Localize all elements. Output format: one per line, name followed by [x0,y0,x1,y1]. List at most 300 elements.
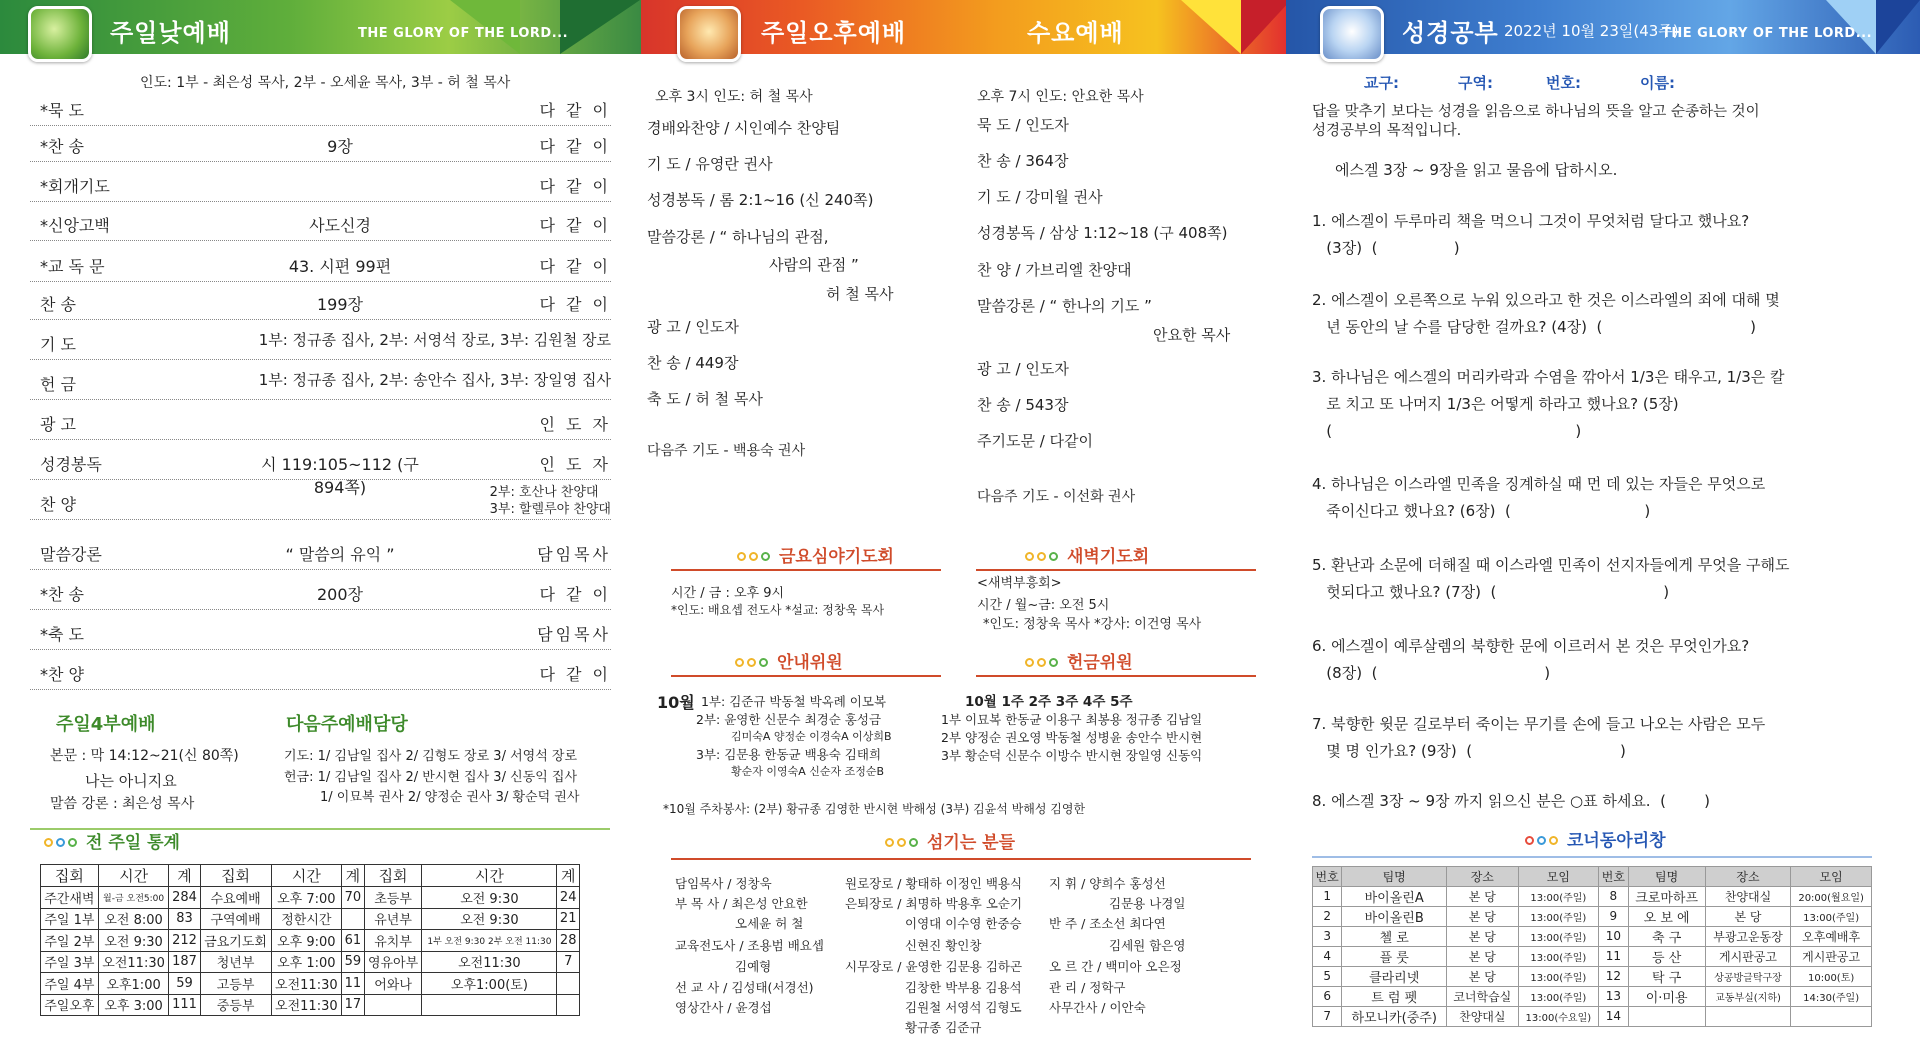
table-header-cell: 모임 [1791,867,1872,887]
worship-item-leader: 담임목사 [537,545,611,564]
table-row [41,887,580,909]
worship-item-label: *회개기도 [40,177,110,196]
table-row [1313,1006,1872,1026]
table-row [1313,946,1872,966]
afternoon-line: 오후 3시 인도: 허 철 목사 [655,89,813,105]
wednesday-title: 수요예배 [1027,19,1124,47]
table-cell: 오후 7:00 [271,887,342,909]
table-cell: 7 [557,951,580,973]
next-week-line: 1/ 이묘복 권사 2/ 양정순 권사 3/ 황순덕 권사 [320,790,580,805]
fourth-service-line: 본문 : 막 14:12~21(신 80쪽) [50,748,239,764]
glory-tagline: THE GLORY OF THE LORD... [358,26,569,41]
afternoon-line: 성경봉독 / 롬 2:1~16 (신 240쪽) [647,191,874,209]
worship-item-content: 43. 시편 99편 [288,257,392,276]
wednesday-line: 주기도문 / 다같이 [977,432,1094,450]
table-cell: 21 [557,908,580,930]
table-cell: 오전 9:30 [98,930,169,952]
worship-row [30,246,611,282]
table-row [1313,906,1872,926]
worship-row [30,534,611,570]
wednesday-line: 찬 양 / 가브리엘 찬양대 [977,261,1132,279]
study-instruction: 에스겔 3장 ~ 9장을 읽고 물음에 답하시오. [1335,161,1618,179]
table-cell: 월-금 오전5:00 [98,887,169,909]
table-cell: 구역예배 [200,908,271,930]
wednesday-line: 찬 송 / 364장 [977,152,1069,170]
worship-item-leader: 다 같 이 [539,295,611,314]
study-intro: 답을 맞추기 보다는 성경을 읽음으로 하나님의 뜻을 알고 순종하는 것이 성경공부의 목적입니다. [1312,104,1760,139]
table-cell: 28 [557,930,580,952]
table-cell: 14:30(주일) [1791,986,1872,1006]
table-cell: 2 [1313,906,1342,926]
glory-tagline: THE GLORY OF THE LORD... [1662,26,1873,41]
worship-item-label: *찬 양 [40,665,84,684]
table-cell: 유치부 [364,930,422,952]
question-1[interactable]: 1. 에스겔이 두루마리 책을 먹으니 그것이 무엇처럼 달다고 했나요? (3장) ( ) [1312,212,1750,257]
dawn-line: <새벽부흥회> [977,576,1062,591]
table-cell: 본 당 [1447,926,1518,946]
table-cell: 주일 3부 [41,951,99,973]
ushers-line: 황순자 이영숙A 신순자 조정순B [731,765,885,778]
club-title [1525,826,1666,851]
table-cell: 13:00(주일) [1518,946,1599,966]
table-cell: 게시판공고 [1705,946,1790,966]
table-header-cell: 번호 [1599,867,1628,887]
question-4[interactable]: 4. 하나님은 이스라엘 민족을 징계하실 때 먼 데 있는 자들은 무엇으로 죽이신다고 했나요? (6장) ( ) [1312,475,1766,520]
table-row [41,908,580,930]
table-cell [557,994,580,1016]
worship-item-leader: 다 같 이 [539,137,611,156]
worship-item-leader: 1부: 정규종 집사, 2부: 송안수 집사, 3부: 장일영 집사 [258,371,611,389]
table-header-cell: 시간 [422,865,557,887]
table-cell: 바이올린B [1342,906,1447,926]
table-cell: 13:00(주일) [1518,926,1599,946]
staff-line: 시무장로 / 윤영한 김문용 김하곤 [845,959,1023,974]
wednesday-line: 말씀강론 / “ 한나의 기도 ” [977,297,1152,315]
table-cell [342,908,365,930]
worship-item-leader: 다 같 이 [539,101,611,120]
table-cell: 9 [1599,906,1628,926]
question-2[interactable]: 2. 에스겔이 오른쪽으로 누워 있으라고 한 것은 이스라엘의 죄에 대해 몇 년 동안의 날 수를 담당한 걸까요? (4장) ( ) [1312,291,1780,336]
dots-icon [737,552,771,562]
dawn-line: *인도: 정창욱 목사 *강사: 이건영 목사 [983,617,1202,632]
table-cell: 13:00(주일) [1518,986,1599,1006]
table-cell: 고등부 [200,973,271,995]
worship-item-label: *축 도 [40,625,84,644]
table-cell: 트 럼 펫 [1342,986,1447,1006]
table-cell: 플 룻 [1342,946,1447,966]
offering-line: 3부 황순덕 신문수 이방수 반시현 장일영 신동익 [941,748,1203,763]
table-header-cell: 집회 [364,865,422,887]
table-cell: 7 [1313,1006,1342,1026]
worship-item-content: 200장 [317,585,363,604]
table-cell: 주일 1부 [41,908,99,930]
dots-icon [1525,836,1559,846]
table-cell: 284 [169,887,200,909]
table-cell: 14 [1599,1006,1628,1026]
staff-line: 선 교 사 / 김성태(서경선) [675,980,814,995]
worship-item-label: 말씀강론 [40,545,102,564]
worship-item-leader: 다 같 이 [539,216,611,235]
worship-item-leader: 다 같 이 [539,665,611,684]
wednesday-line: 안요한 목사 [1153,326,1231,344]
table-cell [1628,1006,1705,1026]
table-cell [1705,1006,1790,1026]
table-cell: 오전 9:30 [422,887,557,909]
staff-line: 반 주 / 조소선 최다연 [1049,916,1166,931]
table-cell: 13:00(주일) [1518,966,1599,986]
ushers-line: 1부: 김준규 박동철 박옥례 이모복 [701,694,887,709]
dawn-line: 시간 / 월~금: 오전 5시 [977,598,1110,613]
table-cell: 찬양대실 [1705,886,1790,906]
stats-table [40,864,580,1016]
table-cell: 오전11:30 [271,994,342,1016]
table-cell: 클라리넷 [1342,966,1447,986]
staff-line: 황규종 김준규 [905,1020,982,1035]
worship-item-leader: 다 같 이 [539,257,611,276]
flower-logo-icon [1320,6,1384,62]
worship-item-label: *찬 송 [40,585,84,604]
offering-committee-title [1025,648,1133,673]
table-cell: 주간새벽 [41,887,99,909]
table-header-cell: 장소 [1447,867,1518,887]
dots-icon [1025,552,1059,562]
worship-item-label: *신앙고백 [40,216,110,235]
wednesday-line: 기 도 / 강미월 권사 [977,188,1103,206]
club-table [1312,866,1872,1027]
table-cell: 게시판공고 [1791,946,1872,966]
field-district[interactable]: 교구: [1364,74,1399,92]
table-cell: 오전 8:00 [98,908,169,930]
worship-item-label: 기 도 [40,335,76,354]
leaders-line: 인도: 1부 - 최은성 목사, 2부 - 오세윤 목사, 3부 - 허 철 목사 [140,75,511,91]
question-8[interactable]: 8. 에스겔 3장 ~ 9장 까지 읽으신 분은 ○표 하세요. ( ) [1312,792,1710,810]
dots-icon [735,658,769,668]
table-cell: 부광고운동장 [1705,926,1790,946]
table-cell: 찬양대실 [1447,1006,1518,1026]
table-cell: 13:00(주일) [1791,906,1872,926]
table-cell: 오전 9:30 [422,908,557,930]
staff-line: 교육전도사 / 조용범 배요셉 [675,938,824,953]
table-row [41,973,580,995]
table-cell: 이·미용 [1628,986,1705,1006]
table-cell: 70 [342,887,365,909]
dots-icon [885,838,919,848]
table-cell: 주일 2부 [41,930,99,952]
afternoon-line: 찬 송 / 449장 [647,354,739,372]
table-cell: 크로마하프 [1628,886,1705,906]
ushers-month: 10월 [657,693,695,712]
worship-row [30,574,611,610]
table-header-cell: 계 [169,865,200,887]
worship-item-leader: 2부: 호산나 찬양대 3부: 할렐루야 찬양대 [489,485,611,517]
afternoon-wednesday-panel [641,0,1286,1060]
wednesday-line: 성경봉독 / 삼상 1:12~18 (구 408쪽) [977,224,1228,242]
table-cell: 13 [1599,986,1628,1006]
table-cell: 1부 오전 9:30 2부 오전 11:30 [422,930,557,952]
table-cell: 17 [342,994,365,1016]
table-cell: 오전11:30 [422,951,557,973]
friday-prayer-title [737,542,894,567]
table-cell: 212 [169,930,200,952]
table-cell: 11 [342,973,365,995]
staff-line: 김문용 나경일 [1109,896,1186,911]
table-cell: 바이올린A [1342,886,1447,906]
worship-item-label: *교 독 문 [40,257,105,276]
table-cell: 20:00(월요일) [1791,886,1872,906]
table-cell: 오후예배후 [1791,926,1872,946]
table-cell: 하모니카(중주) [1342,1006,1447,1026]
dawn-prayer-title-text: 새벽기도회 [1067,547,1150,567]
fourth-service-line: 말씀 강론 : 최은성 목사 [50,796,195,812]
afternoon-title: 주일오후예배 [761,19,907,47]
worship-row [30,364,611,400]
afternoon-line: 말씀강론 / “ 하나님의 관점, [647,228,829,246]
worship-row [30,614,611,650]
table-row [1313,886,1872,906]
ushers-title [735,648,843,673]
fourth-service-title: 주일4부예배 [56,714,156,735]
dots-icon [1025,658,1059,668]
worship-item-content: 시 119:105~112 (구 894쪽) [261,455,419,497]
afternoon-line: 사람의 관점 ” [769,256,859,274]
table-cell: 주일오후 [41,994,99,1016]
table-cell: 정한시간 [271,908,342,930]
staff-line: 부 목 사 / 최은성 안요한 [675,896,808,911]
offering-head: 10월 1주 2주 3주 4주 5주 [965,694,1133,710]
bread-logo-icon [677,6,741,62]
offering-line: 1부 이묘복 한동균 이용구 최봉용 정규종 김남일 [941,712,1203,727]
table-cell: 187 [169,951,200,973]
stats-title [44,828,180,853]
worship-item-leader: 1부: 정규종 집사, 2부: 서영석 장로, 3부: 김원철 장로 [258,331,611,349]
ushers-title-text: 안내위원 [777,653,843,673]
ushers-line: 2부: 윤영한 신문수 최경순 홍성금 [696,712,882,727]
table-cell: 본 당 [1447,886,1518,906]
worship-row [30,324,611,360]
table-cell: 3 [1313,926,1342,946]
table-cell: 영유아부 [364,951,422,973]
staff-line: 신현진 황인창 [905,938,982,953]
worship-item-content: 199장 [317,295,363,314]
table-cell: 오후1:00 [98,973,169,995]
wednesday-line: 오후 7시 인도: 안요한 목사 [977,89,1144,105]
worship-row [30,654,611,690]
staff-line: 김원철 서영석 김형도 [905,1000,1022,1015]
table-row [1313,966,1872,986]
dots-icon [44,838,78,848]
next-week-line: 기도: 1/ 김남일 집사 2/ 김형도 장로 3/ 서영석 장로 [284,749,578,764]
afternoon-line: 다음주 기도 - 백용숙 권사 [647,443,806,459]
worship-item-leader: 인 도 자 [539,455,611,474]
table-cell: 13:00(주일) [1518,886,1599,906]
field-name[interactable]: 이름: [1640,74,1675,92]
table-header-cell: 집회 [41,865,99,887]
table-cell: 본 당 [1705,906,1790,926]
question-6[interactable]: 6. 에스겔이 예루살렘의 북향한 문에 이르러서 본 것은 무엇인가요? (8장) ( ) [1312,637,1750,682]
staff-line: 원로장로 / 황태하 이정인 백용식 [845,876,1023,891]
table-cell: 금요기도회 [200,930,271,952]
afternoon-line: 경배와찬양 / 시인예수 찬양팀 [647,119,841,137]
table-cell: 4 [1313,946,1342,966]
table-header-cell: 시간 [271,865,342,887]
stats-title-text: 전 주일 통계 [86,833,180,853]
wednesday-line: 찬 송 / 543장 [977,396,1069,414]
table-cell: 탁 구 [1628,966,1705,986]
ushers-line: 3부: 김문용 한동균 백용숙 김태희 [696,747,882,762]
table-cell: 61 [342,930,365,952]
staff-line: 사무간사 / 이안숙 [1049,1000,1146,1015]
staff-line: 김세원 함은영 [1109,938,1186,953]
wednesday-line: 광 고 / 인도자 [977,360,1069,378]
leaf-logo-icon [28,6,92,62]
table-cell: 중등부 [200,994,271,1016]
table-cell: 11 [1599,946,1628,966]
table-cell: 10:00(토) [1791,966,1872,986]
table-cell: 본 당 [1447,906,1518,926]
worship-item-label: 성경봉독 [40,455,102,474]
table-cell: 오후1:00(토) [422,973,557,995]
table-header-cell: 시간 [98,865,169,887]
study-date: 2022년 10월 23일(43주) [1504,22,1679,40]
question-5[interactable]: 5. 환난과 소문에 더해질 때 이스라엘 민족이 선지자들에게 무엇을 구해도 헛되다고 했나요? (7장) ( ) [1312,556,1790,601]
worship-item-label: 찬 송 [40,295,76,314]
table-cell: 첼 로 [1342,926,1447,946]
worship-item-leader: 다 같 이 [539,177,611,196]
table-cell [422,994,557,1016]
worship-item-leader: 다 같 이 [539,585,611,604]
wednesday-line: 묵 도 / 인도자 [977,116,1069,134]
worship-row [30,404,611,440]
table-cell: 본 당 [1447,966,1518,986]
worship-row [30,166,611,202]
table-cell: 오 보 에 [1628,906,1705,926]
table-cell: 유년부 [364,908,422,930]
table-cell: 5 [1313,966,1342,986]
worship-item-label: 찬 양 [40,495,76,514]
table-cell: 교동부실(지하) [1705,986,1790,1006]
staff-line: 담임목사 / 정창욱 [675,876,772,891]
offering-committee-title-text: 헌금위원 [1067,653,1133,673]
fourth-service-line: 나는 아니지요 [85,772,177,790]
worship-item-leader: 인 도 자 [539,415,611,434]
table-cell [557,973,580,995]
question-7[interactable]: 7. 북향한 윗문 길로부터 죽이는 무기를 손에 들고 나오는 사람은 모두 몇 명 인가요? (9장) ( ) [1312,715,1766,760]
page-title: 주일낮예배 [110,19,231,47]
worship-item-content: 9장 [327,137,353,156]
club-title-text: 코너동아리창 [1567,831,1666,851]
table-header-cell: 계 [342,865,365,887]
table-cell: 본 당 [1447,946,1518,966]
staff-line: 김예형 [735,959,772,974]
table-cell: 오후 9:00 [271,930,342,952]
staff-line: 은퇴장로 / 최명하 박용후 오순기 [845,896,1023,911]
staff-line: 이영대 이수영 한중승 [905,916,1022,931]
staff-line: 관 리 / 정학구 [1049,980,1126,995]
worship-item-label: *묵 도 [40,101,84,120]
staff-title-text: 섬기는 분들 [927,833,1016,853]
table-cell: 청년부 [200,951,271,973]
table-cell: 오후 1:00 [271,951,342,973]
friday-line: 시간 / 금 : 오후 9시 [671,586,785,601]
table-cell: 오후 3:00 [98,994,169,1016]
table-cell: 12 [1599,966,1628,986]
table-cell: 등 산 [1628,946,1705,966]
sunday-service-panel [0,0,641,1060]
question-3[interactable]: 3. 하나님은 에스겔의 머리카락과 수염을 깎아서 1/3은 태우고, 1/3은 칼 로 치고 또 나머지 1/3은 어떻게 하라고 했나요? (5장) ( ) [1312,368,1785,440]
table-header-row [1313,867,1872,887]
field-number[interactable]: 번호: [1546,74,1581,92]
table-cell: 13:00(주일) [1518,906,1599,926]
next-week-title: 다음주예배담당 [286,714,408,735]
table-cell: 코너학습실 [1447,986,1518,1006]
table-cell: 8 [1599,886,1628,906]
parking-volunteers: *10월 주차봉사: (2부) 황규종 김영한 반시현 박해성 (3부) 김윤석 박해성 김영한 [663,802,1086,816]
table-cell: 초등부 [364,887,422,909]
table-cell: 13:00(수요일) [1518,1006,1599,1026]
table-cell: 24 [557,887,580,909]
table-cell: 59 [342,951,365,973]
wednesday-line: 다음주 기도 - 이선화 권사 [977,489,1136,505]
table-header-cell: 모임 [1518,867,1599,887]
table-cell: 59 [169,973,200,995]
table-cell: 10 [1599,926,1628,946]
table-row [41,951,580,973]
next-week-line: 헌금: 1/ 김남일 집사 2/ 반시현 집사 3/ 신동익 집사 [284,770,578,785]
worship-row [30,284,611,320]
table-cell: 111 [169,994,200,1016]
table-row [1313,926,1872,946]
staff-line: 지 휘 / 양희수 홍성선 [1049,876,1166,891]
table-cell: 축 구 [1628,926,1705,946]
friday-line: *인도: 배요셉 전도사 *설교: 정창욱 목사 [671,603,885,617]
table-cell: 주일 4부 [41,973,99,995]
worship-item-label: 광 고 [40,415,76,434]
table-row [1313,986,1872,1006]
worship-row [30,444,611,497]
worship-row [30,484,611,520]
table-header-cell: 번호 [1313,867,1342,887]
staff-title [885,828,1015,853]
afternoon-line: 축 도 / 허 철 목사 [647,390,763,408]
staff-line: 김창한 박부용 김용석 [905,980,1022,995]
worship-item-label: *찬 송 [40,137,84,156]
staff-line: 영상간사 / 윤경섭 [675,1000,772,1015]
staff-line: 오세윤 허 철 [735,916,804,931]
worship-row [30,205,611,241]
bible-study-title: 성경공부 [1402,19,1499,47]
table-header-cell: 집회 [200,865,271,887]
friday-prayer-title-text: 금요심야기도회 [779,547,894,567]
table-cell [364,994,422,1016]
field-zone[interactable]: 구역: [1458,74,1493,92]
table-cell: 오전11:30 [98,951,169,973]
table-cell: 수요예배 [200,887,271,909]
staff-line: 오 르 간 / 백미아 오은정 [1049,959,1182,974]
afternoon-line: 기 도 / 유영란 권사 [647,155,773,173]
afternoon-line: 광 고 / 인도자 [647,318,739,336]
worship-item-label: 헌 금 [40,375,76,394]
table-cell [1791,1006,1872,1026]
table-cell: 오전11:30 [271,973,342,995]
table-header-row [41,865,580,887]
table-cell: 1 [1313,886,1342,906]
table-header-cell: 팀명 [1628,867,1705,887]
worship-item-content: “ 말씀의 유익 ” [285,545,395,564]
ushers-line: 김미숙A 양정순 이경숙A 이상희B [731,730,892,743]
table-row [41,994,580,1016]
table-header-cell: 계 [557,865,580,887]
worship-item-leader: 담임목사 [537,625,611,644]
